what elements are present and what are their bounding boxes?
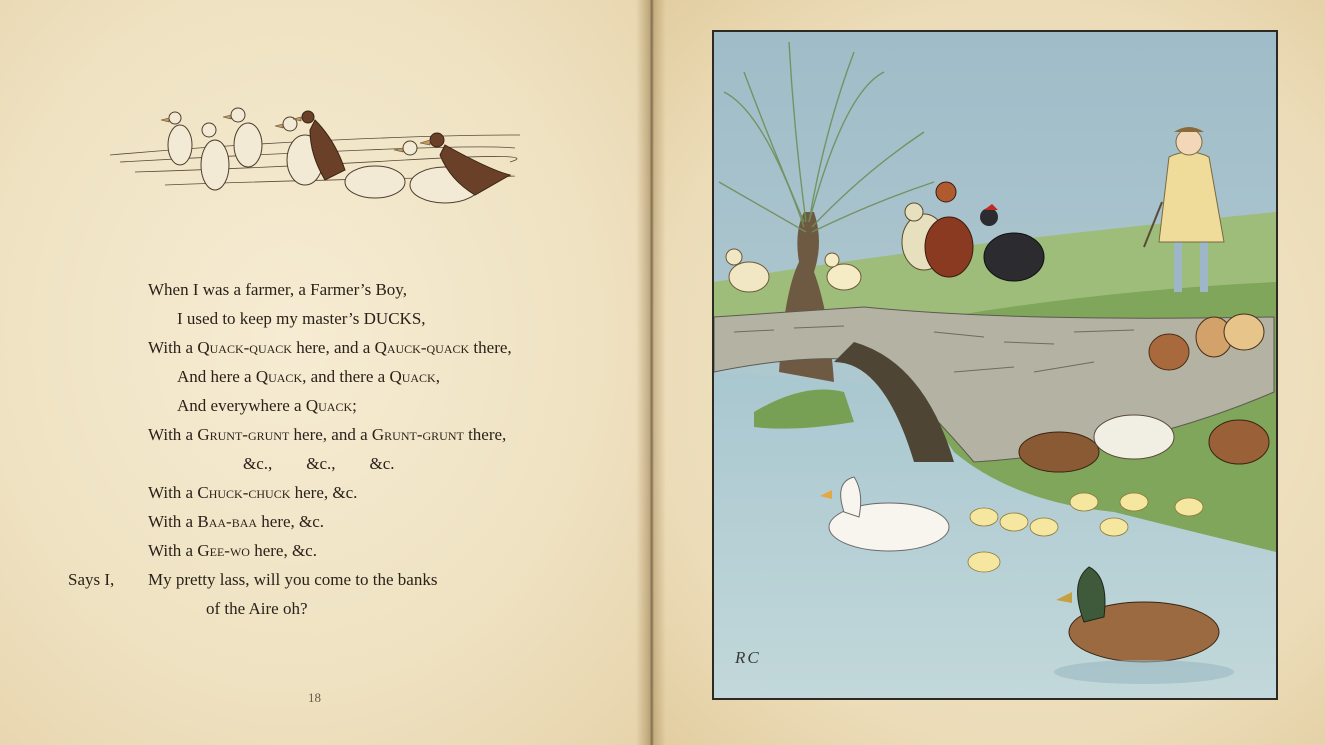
verse-line: When I was a farmer, a Farmer’s Boy, <box>148 280 407 299</box>
verse-line: With a Grunt-grunt here, and a Grunt-grunt there, <box>148 425 507 444</box>
farm-illustration <box>714 32 1276 698</box>
verse-line: And here a Quack, and there a Quack, <box>177 367 440 386</box>
verse-line: of the Aire oh? <box>206 599 308 618</box>
verse-line: With a Gee-wo here, &c. <box>148 541 317 560</box>
verse-line: And everywhere a Quack; <box>177 396 357 415</box>
left-page <box>0 0 650 745</box>
verse-line: My pretty lass, will you come to the banks <box>148 570 438 589</box>
book-gutter <box>636 0 666 745</box>
page-number: 18 <box>308 690 321 705</box>
ducks-vignette <box>105 100 525 225</box>
illustration-plate <box>712 30 1278 700</box>
verse-line: &c., &c., &c. <box>243 454 395 473</box>
artist-monogram: RC <box>735 648 761 667</box>
verse-line: With a Quack-quack here, and a Qauck-quack there, <box>148 338 512 357</box>
verse-line: I used to keep my master’s DUCKS, <box>177 309 426 328</box>
speaker-label: Says I, <box>68 570 115 589</box>
verse-line: With a Chuck-chuck here, &c. <box>148 483 358 502</box>
verse-line: With a Baa-baa here, &c. <box>148 512 325 531</box>
